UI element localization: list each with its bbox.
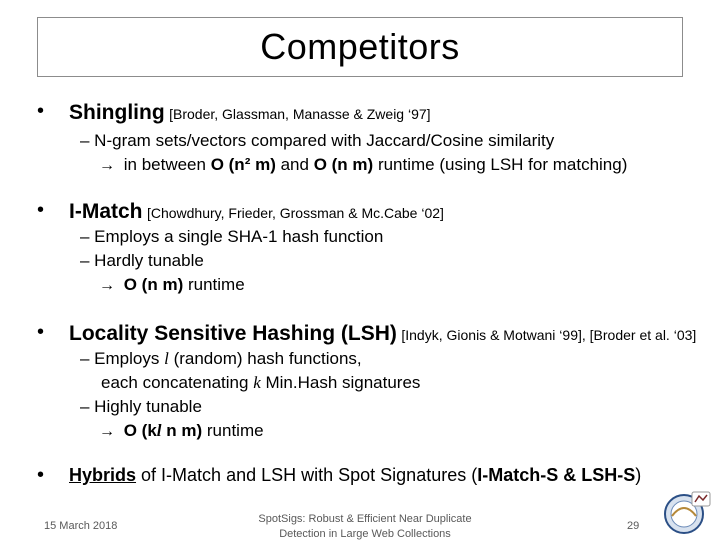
lsh-sub-2 [101, 373, 420, 393]
shingling-heading: Shingling [69, 101, 165, 124]
lsh-complexity-var-l: l [156, 421, 162, 440]
bullet-marker: • [37, 100, 45, 122]
lsh-heading-line [69, 322, 696, 346]
lsh-sub-1 [80, 349, 362, 369]
footer-center-line-1: SpotSigs: Robust & Efficient Near Duplicate [258, 513, 472, 525]
lsh-text-minhash: Min.Hash signatures [265, 373, 421, 392]
footer-date: 15 March 2018 [44, 520, 118, 532]
lsh-sub-3: – Highly tunable [80, 397, 202, 416]
lsh-text-each: each concatenating [101, 373, 249, 392]
shingling-citation: [Broder, Glassman, Manasse & Zweig ‘97] [169, 106, 431, 122]
bullet-marker: • [37, 199, 45, 221]
shingling-complexity-1: O (n² m) [210, 155, 276, 174]
slide-title: Competitors [260, 26, 460, 67]
arrow-right-icon: → [99, 423, 115, 440]
lsh-var-l: l [164, 349, 169, 368]
hybrids-word: Hybrids [69, 465, 137, 485]
shingling-complexity-2: O (n m) [313, 155, 374, 174]
footer-center-line-2: Detection in Large Web Collections [279, 528, 451, 540]
footer-center [240, 512, 490, 542]
stanford-logo-icon [662, 486, 714, 538]
shingling-heading-line [69, 101, 431, 125]
imatch-sub-3 [99, 275, 245, 295]
lsh-citation: [Indyk, Gionis & Motwani ‘99], [Broder et al. ‘03] [401, 327, 697, 343]
lsh-text-hash: (random) hash functions, [173, 349, 362, 368]
imatch-citation: [Chowdhury, Frieder, Grossman & Mc.Cabe ‘02] [146, 205, 444, 221]
bullet-marker: • [37, 464, 45, 486]
lsh-var-k: k [253, 373, 261, 392]
lsh-sub-4 [99, 421, 264, 441]
slide-title-box [37, 17, 683, 77]
imatch-heading: I-Match [69, 200, 143, 223]
hybrids-text: of I-Match and LSH with Spot Signatures ( [141, 465, 478, 485]
imatch-sub-1: – Employs a single SHA-1 hash function [80, 227, 384, 246]
shingling-text-runtime: runtime (using LSH for matching) [377, 155, 628, 174]
arrow-right-icon: → [99, 277, 115, 294]
hybrids-names: I-Match-S & LSH-S [477, 465, 636, 485]
hybrids-line [69, 465, 641, 486]
shingling-sub-1: – N-gram sets/vectors compared with Jaccard/Cosine similarity [80, 131, 555, 150]
bullet-marker: • [37, 321, 45, 343]
lsh-complexity-b: n m) [166, 421, 203, 440]
shingling-sub-2 [99, 155, 627, 175]
lsh-text-employs: – Employs [80, 349, 160, 368]
lsh-complexity-a: O (k [123, 421, 157, 440]
hybrids-end: ) [635, 465, 642, 485]
imatch-text-runtime: runtime [187, 275, 245, 294]
shingling-text-and: and [280, 155, 309, 174]
lsh-heading: Locality Sensitive Hashing (LSH) [69, 322, 397, 345]
lsh-text-runtime: runtime [206, 421, 264, 440]
arrow-right-icon: → [99, 157, 115, 174]
imatch-heading-line [69, 200, 444, 224]
footer-page-number: 29 [627, 520, 640, 532]
shingling-text-between: in between [123, 155, 206, 174]
imatch-complexity: O (n m) [123, 275, 184, 294]
imatch-sub-2: – Hardly tunable [80, 251, 204, 270]
